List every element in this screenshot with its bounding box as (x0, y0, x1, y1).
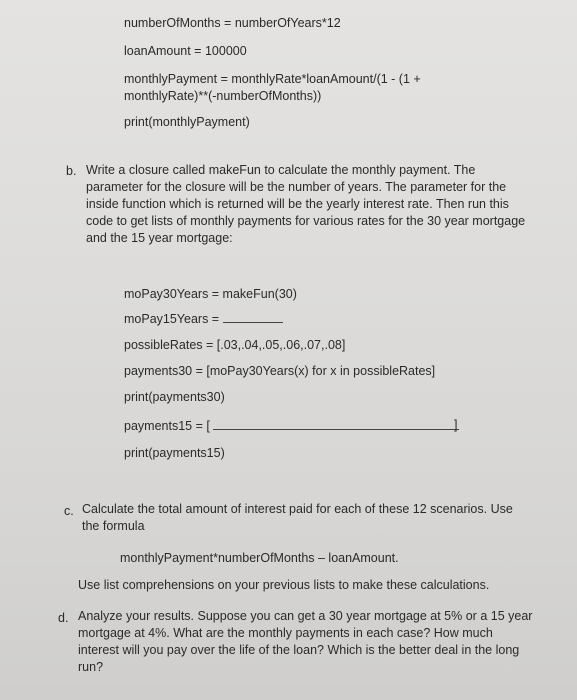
code-line-monthly-payment: monthlyPayment = monthlyRate*loanAmount/(1 - (1 + (124, 72, 421, 86)
code-line-print-monthly-payment: print(monthlyPayment) (124, 115, 250, 129)
code-line-mopay15 (124, 312, 283, 327)
code-line-mopay15-text: moPay15Years = (124, 312, 220, 326)
code-line-number-of-months: numberOfMonths = numberOfYears*12 (124, 16, 341, 30)
fill-in-blank-mopay15 (223, 312, 283, 323)
code-line-payments15-text: payments15 = [ (124, 419, 210, 433)
part-c-marker: c. (64, 504, 74, 518)
code-line-loan-amount: loanAmount = 100000 (124, 44, 247, 58)
part-c-instructions: Calculate the total amount of interest paid for each of these 12 scenarios. Use the formula (82, 502, 513, 533)
part-c-formula: monthlyPayment*numberOfMonths – loanAmount. (120, 551, 399, 565)
code-line-print-payments15: print(payments15) (124, 446, 225, 460)
code-line-print-payments30: print(payments30) (124, 390, 225, 404)
payments15-closing-bracket: ] (454, 418, 458, 432)
part-b-instructions: Write a closure called makeFun to calculate the monthly payment. The parameter for the closure will be the number of years. The parameter for the inside function which is returned will be the yearly interest rate. Then run this code to get lists of monthly payments for various rates for the 30 year mortgage and the 15 year mortgage: (86, 163, 526, 245)
code-line-payments30: payments30 = [moPay30Years(x) for x in possibleRates] (124, 364, 436, 378)
code-line-possible-rates: possibleRates = [.03,.04,.05,.06,.07,.08] (124, 338, 346, 352)
part-d-instructions: Analyze your results. Suppose you can get a 30 year mortgage at 5% or a 15 year mortgage at 4%. What are the monthly payments in each case? How much interest will you pay over the life of the loan? Which is the better deal in the long run? (78, 609, 533, 674)
code-line-mopay30: moPay30Years = makeFun(30) (124, 287, 297, 301)
code-line-payments15 (124, 419, 459, 434)
part-c-note: Use list comprehensions on your previous lists to make these calculations. (78, 578, 490, 592)
fill-in-blank-payments15 (213, 419, 459, 430)
part-b-marker: b. (66, 164, 77, 178)
part-d-marker: d. (58, 611, 69, 625)
code-line-monthly-payment-cont: monthlyRate)**(-numberOfMonths)) (124, 89, 322, 103)
